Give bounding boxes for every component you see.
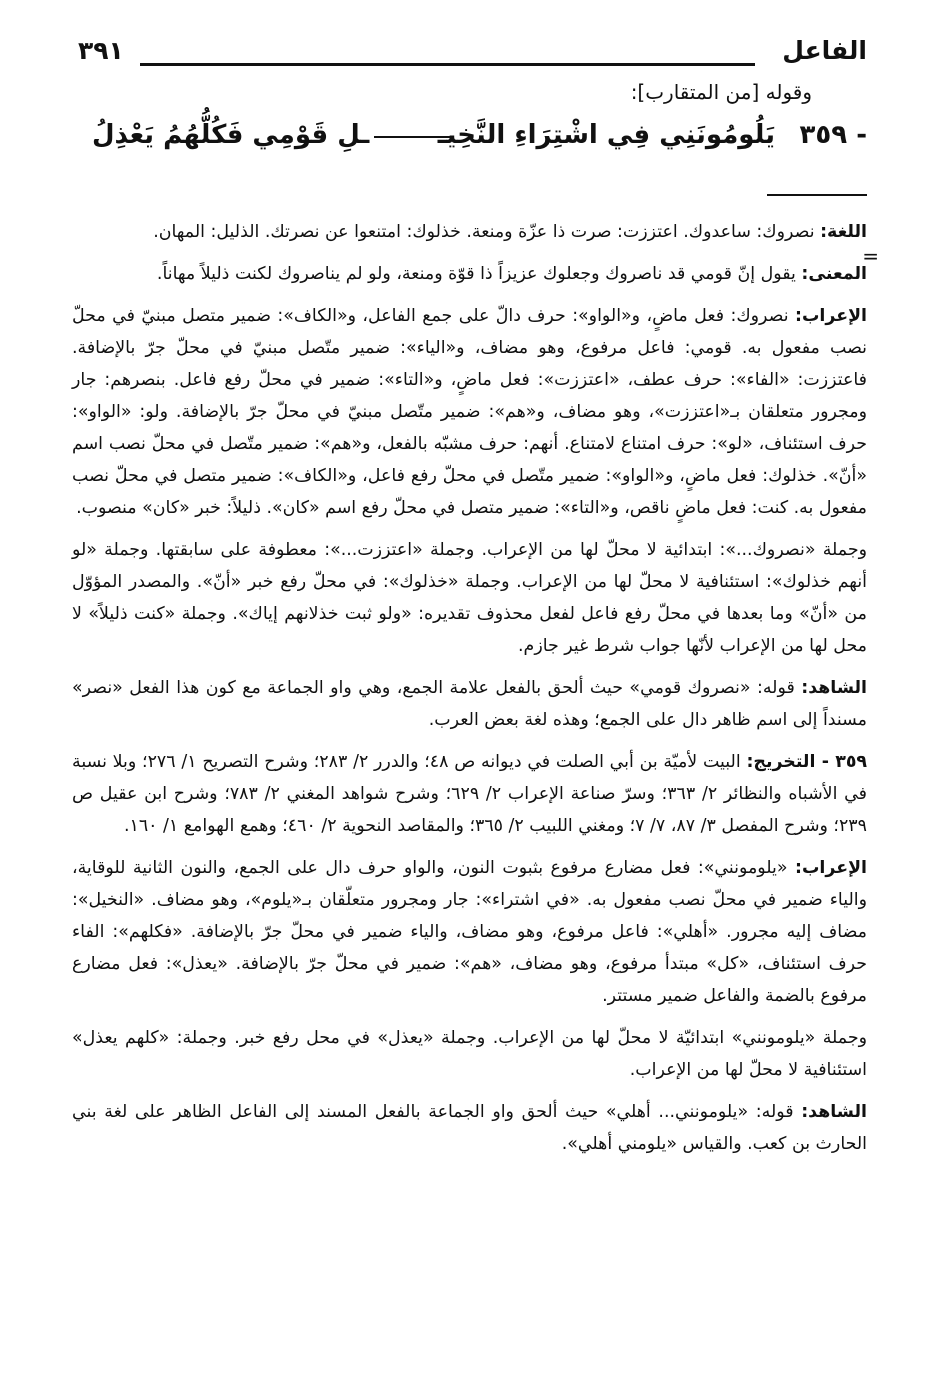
section-text: وجملة «يلومونني» ابتدائيّة لا محلّ لها من الإعراب. وجملة «يعذل» في محل رفع خبر. وجملة: «كلهم يعذل» استئنافية لا محلّ لها من الإعراب. [72,1028,867,1080]
section-label: المعنى: [801,264,867,284]
section-parsing [72,300,867,524]
verse-intro: وقوله [من المتقارب]: [630,80,812,104]
section-label: الإعراب: [795,306,867,326]
section-text: وجملة «نصروك...»: ابتدائية لا محلّ لها من الإعراب. وجملة «اعتززت...»: معطوفة على سابقتها. وجملة «لو أنهم خذلوك»: استئنافية لا محلّ لها من الإعراب. وجملة «خذلوك»: في محلّ رفع خبر «أنّ». والمصدر المؤوّل من «أنّ» وما بعدها في محلّ رفع فاعل لفعل محذوف تقديره: «ولو ثبت خذلانهم إياك». وجملة «كنت ذليلاً» لا محل لها من الإعراب لأنّها جواب شرط غير جازم. [72,540,867,656]
section-label: الشاهد: [801,678,868,698]
section-language [72,216,867,248]
section-text: البيت لأميّة بن أبي الصلت في ديوانه ص ٤٨؛ والدرر ٢/ ٢٨٣؛ وشرح التصريح ١/ ٢٧٦؛ وبلا نسبة في الأشباه والنظائر ٢/ ٣٦٣؛ وسرّ صناعة الإعراب ٢/ ٦٢٩؛ وشرح شواهد المغني ٢/ ٧٨٣؛ وشرح ابن عقيل ص ٢٣٩؛ وشرح المفصل ٣/ ٨٧، ٧/ ٧؛ ومغني اللبيب ٢/ ٣٦٥؛ والمقاصد النحوية ٢/ ٤٦٠؛ وهمع الهوامع ١/ ١٦٠. [72,752,867,836]
section-sentences [72,534,867,662]
chapter-title: الفاعل [782,36,867,65]
section-text: قوله: «يلومونني... أهلي» حيث ألحق واو الجماعة بالفعل المسند إلى الفاعل الظاهر على لغة بني الحارث بن كعب. والقياس «يلومني أهلي». [72,1102,867,1154]
section-text: يقول إنّ قومي قد ناصروك وجعلوك عزيزاً ذا قوّة ومنعة، ولو لم يناصروك لكنت ذليلاً مهاناً. [156,264,796,284]
section-text: نصروك: ساعدوك. اعتززت: صرت ذا عزّة ومنعة. خذلوك: امتنعوا عن نصرتك. الذليل: المهان. [153,222,815,242]
page-number: ٣٩١ [78,36,124,65]
footnote-separator [767,194,867,196]
section-text: قوله: «نصروك قومي» حيث ألحق بالفعل علامة الجمع، وهي واو الجماعة مع كون هذا الفعل «نصر» مسنداً إلى اسم ظاهر دال على الجمع؛ وهذه لغة بعض العرب. [72,678,867,730]
verse [72,114,867,176]
section-text: نصروك: فعل ماضٍ، و«الواو»: حرف دالّ على جمع الفاعل، و«الكاف»: ضمير متصل مبنيّ في محلّ نصب مفعول به. قومي: فاعل مرفوع، وهو مضاف، و«الياء»: ضمير متّصل مبنيّ في محلّ جرّ بالإضافة. فاعتززت: «الفاء»: حرف عطف، «اعتززت»: فعل ماضٍ، و«التاء»: ضمير في محلّ رفع فاعل. بنصرهم: جار ومجرور متعلقان بـ«اعتززت»، وهو مضاف، و«هم»: ضمير متّصل مبنيّ في محلّ جرّ بالإضافة. ولو: «الواو»: حرف استئناف، «لو»: حرف امتناع لامتناع. أنهم: حرف مشبّه بالفعل، و«هم»: ضمير متّصل في محلّ نصب اسم «أنّ». خذلوك: فعل ماضٍ، و«الواو»: ضمير متّصل في محلّ رفع فاعل، و«الكاف»: ضمير متصل في محلّ نصب مفعول به. كنت: فعل ماضٍ ناقص، و«التاء»: ضمير متصل في محلّ رفع اسم «كان». ذليلاً: خبر «كان» منصوب. [72,306,867,518]
section-meaning [72,258,867,290]
verse-hemistich-first: يَلُومُونَنِي فِي اشْتِرَاءِ النَّخِيـ [437,120,775,150]
hemistich-connector [374,136,454,138]
section-evidence [72,672,867,736]
page [72,34,879,1160]
section-sources [72,746,867,842]
section-label: ٣٥٩ - التخريج: [746,752,868,772]
section-text: «يلومونني»: فعل مضارع مرفوع بثبوت النون، والواو حرف دال على الجمع، والنون الثانية للوقاية، والياء ضمير في محلّ نصب مفعول به. «في اشتراء»: جار ومجرور متعلّقان بـ«يلوم»، وهو مضاف. «النخيل»: مضاف إليه مجرور. «أهلي»: فاعل مرفوع، وهو مضاف، والياء ضمير في محلّ جرّ بالإضافة. «فكلهم»: الفاء حرف استئناف، «كل» مبتدأ مرفوع، وهو مضاف، «هم»: ضمير في محلّ جرّ بالإضافة. «يعذل»: فعل مضارع مرفوع بالضمة والفاعل ضمير مستتر. [72,858,867,1006]
verse-hemistich-second: ـلِ قَوْمِي فَكُلُّهُمُ يَعْذِلُ [92,120,370,150]
section-label: الإعراب: [795,858,867,878]
section-label: اللغة: [820,222,867,242]
section-sentences-2 [72,1022,867,1086]
section-evidence-2 [72,1096,867,1160]
header-rule [140,63,755,66]
running-header [72,34,867,68]
section-parsing-2 [72,852,867,1012]
section-label: الشاهد: [801,1102,867,1122]
continuation-mark: = [862,244,879,268]
verse-number: ٣٥٩ - [799,120,867,150]
